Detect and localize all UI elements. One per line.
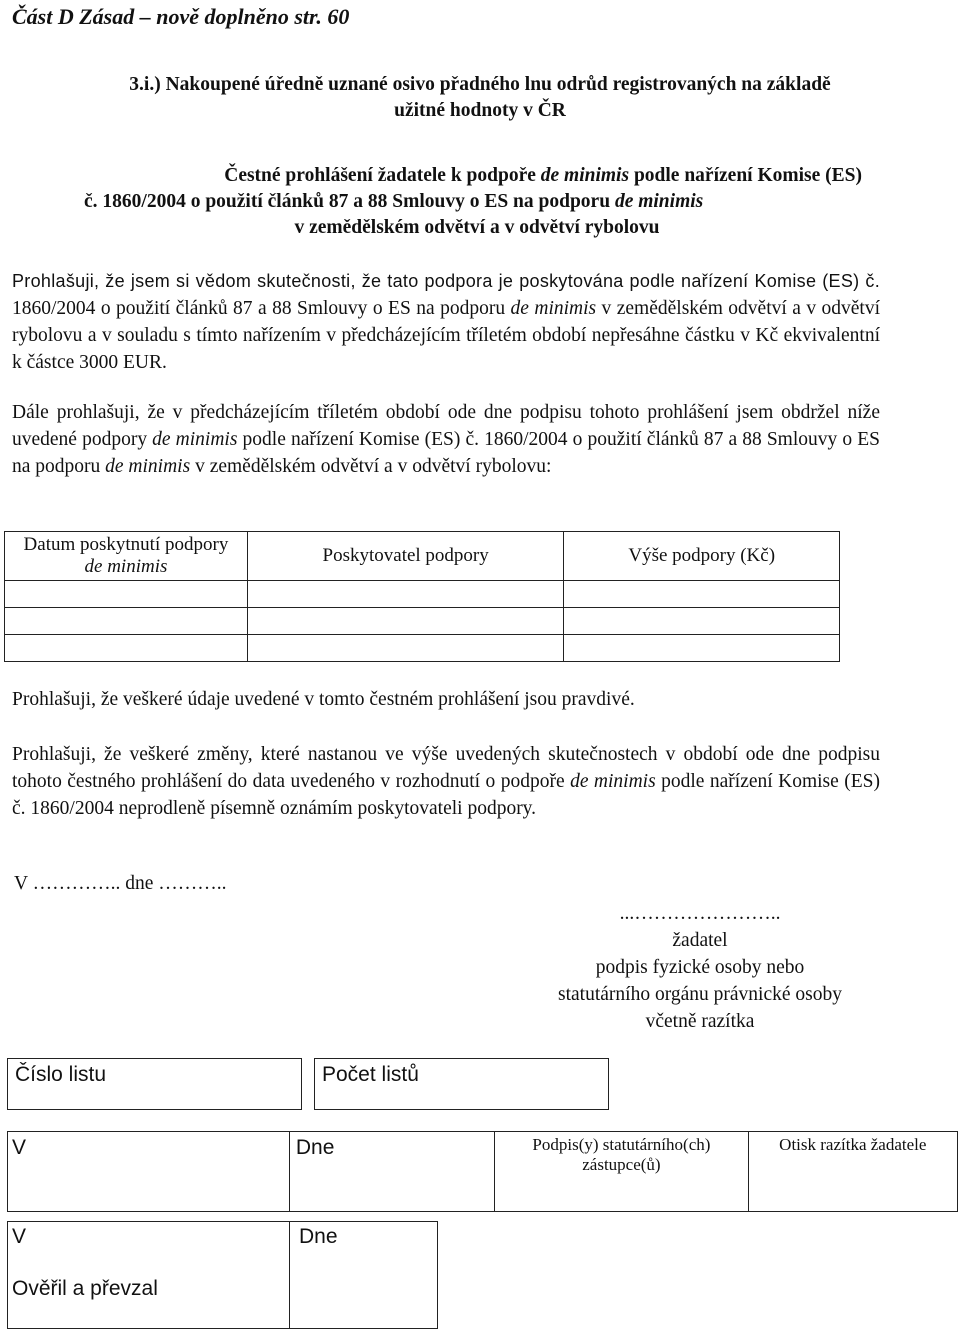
table-row xyxy=(5,581,840,608)
paragraph-text: podle nařízení Komise (ES) č. 1860/2004 neprodleně písemně oznámím poskytovateli podpory. xyxy=(12,771,880,819)
declaration-paragraph-1 xyxy=(12,268,880,376)
aid-table-header-date-line2: de minimis xyxy=(84,556,168,577)
aid-table-cell-provider[interactable] xyxy=(247,581,564,608)
aid-table-cell-provider[interactable] xyxy=(247,608,564,635)
applicant-stamp-label: Otisk razítka žadatele xyxy=(779,1135,927,1154)
declaration-paragraph-3: Prohlašuji, že veškeré údaje uvedené v tomto čestném prohlášení jsou pravdivé. xyxy=(12,689,635,710)
paragraph-text: podle nařízení Komise (ES) č. 1860/2004 o použití článků 87 a 88 Smlouvy o ES na podporu xyxy=(12,429,880,477)
aid-table-cell-date[interactable] xyxy=(5,608,248,635)
declaration-title-line2 xyxy=(84,189,862,215)
declaration-title-text: Čestné prohlášení žadatele k podpoře xyxy=(224,165,541,186)
aid-table-cell-amount[interactable] xyxy=(564,635,840,662)
aid-table xyxy=(4,531,840,662)
place-field[interactable] xyxy=(8,1132,290,1212)
declaration-title-italic: de minimis xyxy=(540,165,630,186)
signature-label-line3: statutárního orgánu právnické osoby xyxy=(558,984,842,1005)
declaration-paragraph-4 xyxy=(12,741,880,822)
table-row xyxy=(8,1132,958,1212)
verification-date-field[interactable] xyxy=(290,1221,438,1329)
declaration-title-line3: v zemědělském odvětví a v odvětví rybolovu xyxy=(294,217,660,238)
declaration-title-line1 xyxy=(92,163,862,189)
paragraph-italic: de minimis xyxy=(510,298,597,319)
paragraph-text: 1860/2004 o použití článků 87 a 88 Smlouvy o ES na podporu xyxy=(12,298,511,319)
signature-block xyxy=(530,900,870,1035)
aid-table-cell-provider[interactable] xyxy=(247,635,564,662)
signature-label-line4: včetně razítka xyxy=(645,1011,755,1032)
declaration-title-text: č. 1860/2004 o použití článků 87 a 88 Smlouvy o ES na podporu xyxy=(84,191,615,212)
date-label: Dne xyxy=(295,1136,335,1159)
section-title-line1: 3.i.) Nakoupené úředně uznané osivo přadného lnu odrůd registrovaných na základě xyxy=(129,74,831,95)
date-field[interactable] xyxy=(289,1132,494,1212)
paragraph-text: v zemědělském odvětví a v odvětví rybolovu a v souladu s tímto nařízením v předcházejícím tříletém období nepřesáhne částku v Kč ekvivalentní k částce 3000 EUR. xyxy=(12,298,880,373)
paragraph-text-tail xyxy=(12,298,880,373)
paragraph-text: Dále prohlašuji, že v předcházejícím tříletém období ode dne podpisu tohoto prohlášení jsem obdržel níže uvedené podpory xyxy=(12,402,880,450)
aid-table-header-provider: Poskytovatel podpory xyxy=(247,532,564,581)
section-title xyxy=(0,72,960,124)
paragraph-text: v zemědělském odvětví a v odvětví rybolovu: xyxy=(190,456,552,477)
submission-table xyxy=(7,1131,958,1212)
paragraph-text: Prohlašuji, že jsem si vědom skutečnosti, že tato podpora je poskytována podle nařízení Komise (ES) č. xyxy=(12,271,880,291)
paragraph-text: Prohlašuji, že veškeré změny, které nastanou ve výše uvedených skutečnostech v období ode dne podpisu tohoto čestného prohlášení do data uvedeného v rozhodnutí o podpoře xyxy=(12,744,880,792)
aid-table-cell-amount[interactable] xyxy=(564,608,840,635)
signature-label-applicant: žadatel xyxy=(672,930,728,951)
verified-received-label: Ověřil a převzal xyxy=(12,1277,158,1300)
paragraph-italic: de minimis xyxy=(570,771,656,792)
declaration-title-italic: de minimis xyxy=(614,191,704,212)
aid-table-cell-date[interactable] xyxy=(5,635,248,662)
aid-table-header-date-line1: Datum poskytnutí podpory xyxy=(23,534,229,555)
sheet-number-label: Číslo listu xyxy=(15,1063,107,1086)
place-date-line[interactable]: V ………….. dne ……….. xyxy=(14,873,227,894)
place-label: V xyxy=(12,1136,27,1159)
aid-table-cell-date[interactable] xyxy=(5,581,248,608)
table-row xyxy=(5,608,840,635)
declaration-title-text: podle nařízení Komise (ES) xyxy=(629,165,862,186)
table-row xyxy=(5,635,840,662)
applicant-stamp-field[interactable] xyxy=(748,1132,957,1212)
declaration-paragraph-2 xyxy=(12,399,880,480)
sheet-count-label: Počet listů xyxy=(322,1063,419,1086)
sheet-number-field[interactable] xyxy=(7,1058,302,1110)
representative-signature-field[interactable] xyxy=(495,1132,748,1212)
section-title-line2: užitné hodnoty v ČR xyxy=(394,100,566,121)
aid-table-header-amount: Výše podpory (Kč) xyxy=(564,532,840,581)
page-header: Část D Zásad – nově doplněno str. 60 xyxy=(12,4,350,29)
aid-table-header-row xyxy=(5,532,840,581)
aid-table-header-date xyxy=(5,532,248,581)
signature-line[interactable]: ...………………….. xyxy=(619,903,781,924)
verification-date-label: Dne xyxy=(299,1225,338,1248)
verification-place-field[interactable] xyxy=(7,1221,290,1329)
paragraph-italic: de minimis xyxy=(152,429,238,450)
representative-signature-label: Podpis(y) statutárního(ch) zástupce(ů) xyxy=(532,1135,711,1174)
paragraph-italic: de minimis xyxy=(105,456,191,477)
aid-table-cell-amount[interactable] xyxy=(564,581,840,608)
signature-label-line2: podpis fyzické osoby nebo xyxy=(595,957,805,978)
declaration-title xyxy=(84,163,862,241)
sheet-count-field[interactable] xyxy=(314,1058,609,1110)
verification-place-label: V xyxy=(12,1225,27,1248)
